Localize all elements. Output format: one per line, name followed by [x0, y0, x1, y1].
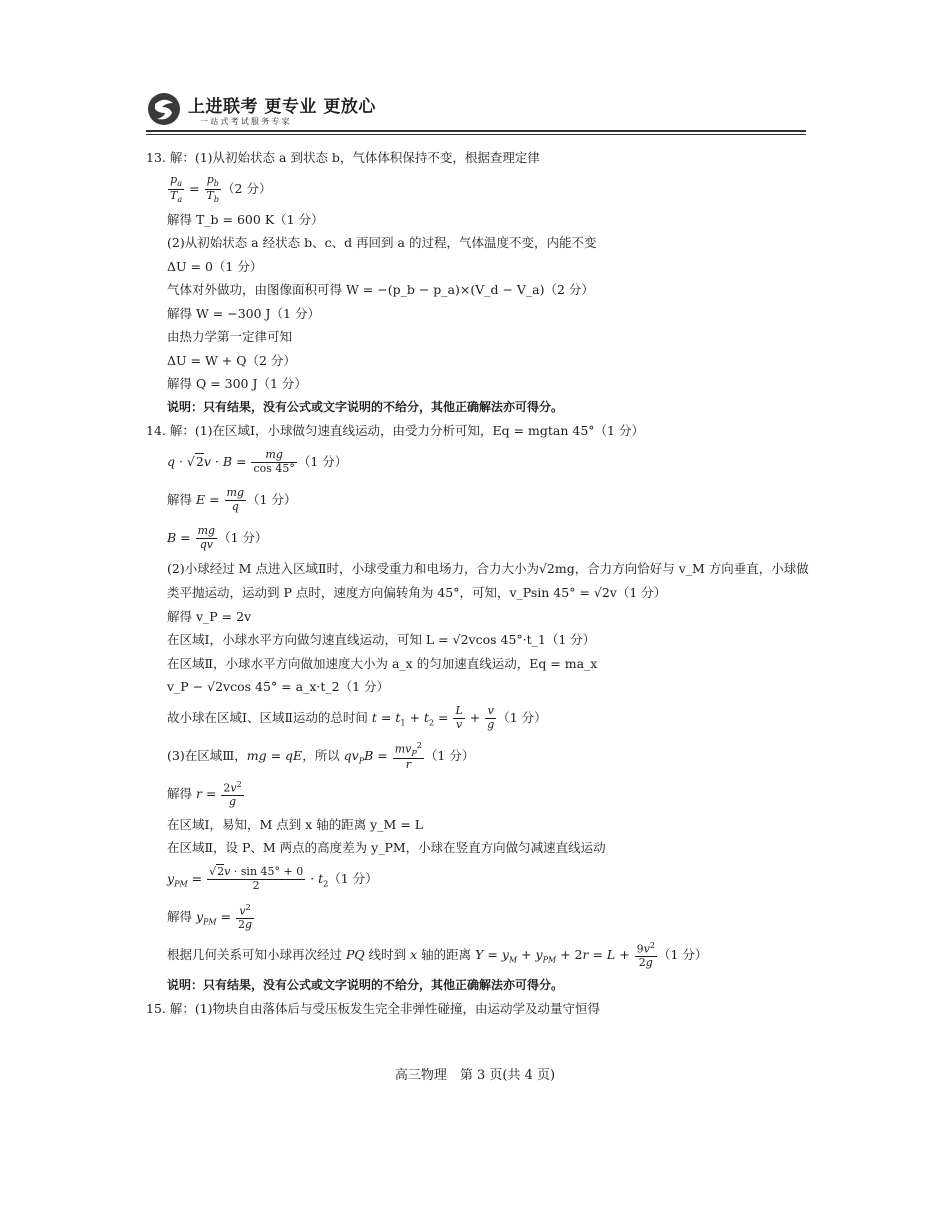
q13-result-q: 解得 Q = 300 J（1 分） [167, 376, 307, 391]
q13-result-tb: 解得 T_b = 600 K（1 分） [167, 211, 324, 227]
q14-result-ypm: 解得 $y_{PM}$ = $\frac{v^2}{2g}$ [167, 902, 253, 931]
q14-ypm-formula: $y_{PM}$ = $\frac{√2v \cdot \sin 45^\circ + 0}{2}$ · $t_2(1$ 分） [167, 864, 378, 892]
q13-part2: (2)从初始状态 a 经状态 b、c、d 再回到 a 的过程，气体温度不变，内能不变 [167, 235, 597, 250]
answer-content [146, 146, 811, 1021]
q14-result-b: B = $\frac{mg}{qv}$ （1 分） [167, 523, 268, 551]
q13-first-law: ΔU = W + Q（2 分） [167, 352, 296, 368]
q14-final-y: 根据几何关系可知小球再次经过 PQ 线时到 x 轴的距离 $Y = y_M + y_{PM} + 2r = L$ + $\frac{9v^2}{2g}$ （1 分） [167, 940, 708, 969]
q14-intro: 14. 解：(1)在区域Ⅰ，小球做匀速直线运动，由受力分析可知，Eq = mgtan 45°（1 分） [146, 423, 644, 438]
header-rule-thin [146, 134, 806, 135]
logo-icon [146, 90, 182, 128]
q14-part3: (3)在区域Ⅲ，mg = qE，所以 $qv_PB$ = $\frac{mv_P^2}{r}$ （1 分） [167, 740, 475, 771]
q13-note: 说明：只有结果，没有公式或文字说明的不给分，其他正确解法亦可得分。 [167, 399, 564, 414]
q14-ypm-intro: 在区域Ⅱ，设 P、M 两点的高度差为 y_PM，小球在竖直方向做匀减速直线运动 [167, 840, 606, 855]
header-rule [146, 130, 806, 132]
q14-force-balance: q · √2v · B = $\frac{mg}{\cos 45^\circ}$ （1 分） [167, 447, 348, 475]
q14-region2-horizontal: 在区域Ⅱ，小球水平方向做加速度大小为 a_x 的匀加速直线运动，Eq = ma_x [167, 655, 598, 671]
q14-ym: 在区域Ⅰ，易知，M 点到 x 轴的距离 y_M = L [167, 816, 424, 832]
q15-intro: 15. 解：(1)物块自由落体后与受压板发生完全非弹性碰撞，由运动学及动量守恒得 [146, 1001, 601, 1016]
q13-du-zero: ΔU = 0（1 分） [167, 258, 263, 274]
q14-result-e: 解得 E = $\frac{mg}{q}$ （1 分） [167, 485, 297, 513]
q14-part2: (2)小球经过 M 点进入区域Ⅱ时，小球受重力和电场力，合力大小为√2mg，合力方向恰好与 v_M 方向垂直，小球做类平抛运动，运动到 P 点时，速度方向偏转角为 45°，可知，v_Psin 45° = √2v（1 分） [167, 560, 809, 600]
q13-work-formula: 气体对外做功，由图像面积可得 W = −(p_b − p_a)×(V_d − V_a)（2 分） [167, 282, 594, 297]
page-header [146, 88, 806, 136]
q14-accel-eq: v_P − √2vcos 45° = a_x·t_2（1 分） [167, 679, 389, 694]
q13-formula-charles: $\frac{p_a}{T_a}$ = $\frac{p_b}{T_b}$ （2 分） [170, 173, 272, 204]
q14-note: 说明：只有结果，没有公式或文字说明的不给分，其他正确解法亦可得分。 [167, 977, 564, 992]
q13-result-w: 解得 W = −300 J（1 分） [167, 305, 320, 321]
q13-intro: 13. 解：(1)从初始状态 a 到状态 b，气体体积保持不变，根据查理定律 [146, 150, 540, 165]
brand-title: 上进联考 更专业 更放心 [188, 97, 376, 117]
q14-result-vp: 解得 v_P = 2v [167, 608, 252, 624]
brand-subtitle: 一站式考试服务专家 [200, 117, 292, 126]
q13-first-law-intro: 由热力学第一定律可知 [167, 329, 293, 344]
q14-result-r: 解得 r = $\frac{2v^2}{g}$ [167, 779, 242, 808]
q14-region1-horizontal: 在区域Ⅰ，小球水平方向做匀速直线运动，可知 L = √2vcos 45°·t_1（1 分） [167, 632, 596, 647]
page-footer: 高三物理 第 3 页(共 4 页) [394, 1068, 556, 1083]
q14-total-time: 故小球在区域Ⅰ、区域Ⅱ运动的总时间 $t = t_1 + t_2$ = $\frac{L}{v}$ + $\frac{v}{g}$ （1 分） [167, 703, 547, 731]
